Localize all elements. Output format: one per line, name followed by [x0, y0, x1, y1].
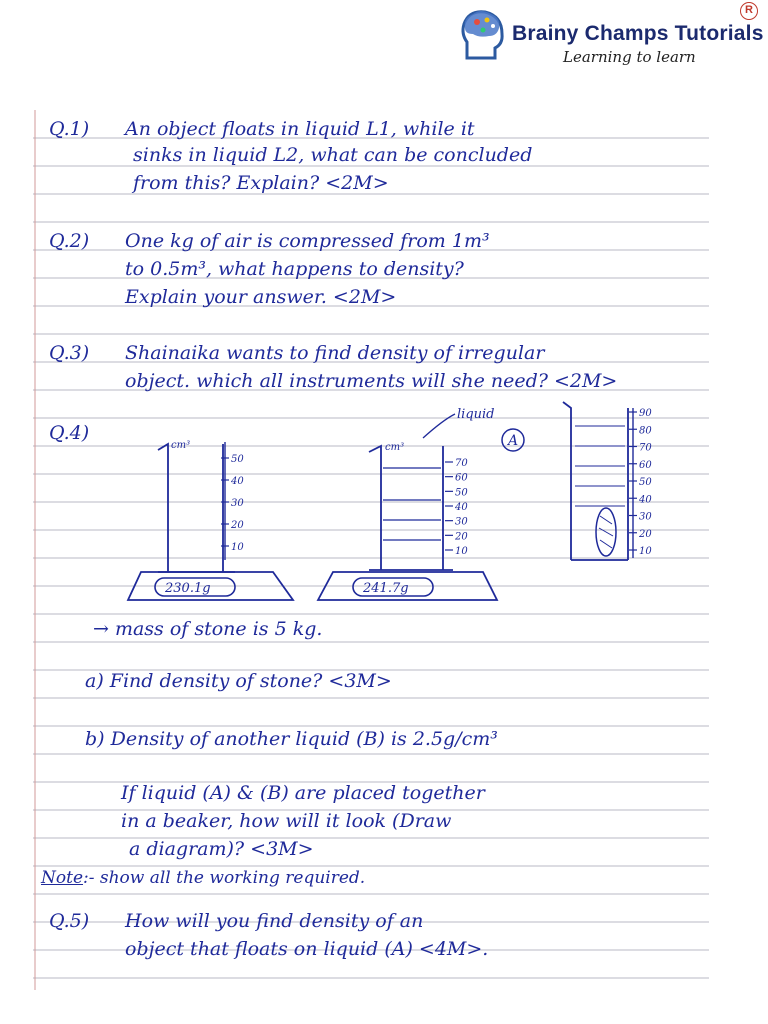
q2-line-1: One kg of air is compressed from 1m³: [125, 230, 490, 252]
cylinder3-tick-label: 60: [639, 459, 652, 471]
registered-mark: R: [740, 2, 758, 20]
q4-part-b: b) Density of another liquid (B) is 2.5g/cm³: [85, 728, 498, 750]
cylinder2-tick-label: 40: [455, 502, 468, 513]
q3-line-2: object. which all instruments will she need? <2M>: [125, 370, 618, 392]
q1-number: Q.1): [49, 118, 90, 140]
cylinder1-tick-label: 10: [231, 542, 244, 553]
q4-number: Q.4): [49, 422, 90, 444]
q1-line-2: sinks in liquid L2, what can be concluded: [133, 144, 533, 166]
q2-line-2: to 0.5m³, what happens to density?: [125, 258, 464, 280]
q1-line-1: An object floats in liquid L1, while it: [125, 118, 475, 140]
cylinder3-tick-label: 40: [639, 494, 652, 506]
measuring-cylinder-2: [369, 414, 455, 570]
q5-number: Q.5): [49, 910, 90, 932]
cylinder2-scale: [445, 458, 468, 557]
q4-diagram: [123, 400, 703, 615]
q1-line-3: from this? Explain? <2M>: [133, 172, 389, 194]
liquid-label: liquid: [457, 407, 495, 422]
q5-line-1: How will you find density of an: [125, 910, 424, 932]
q4-part-b-line-1: If liquid (A) & (B) are placed together: [121, 782, 485, 804]
q4-mass-line: → mass of stone is 5 kg.: [93, 618, 323, 640]
cylinder2-tick-label: 30: [455, 516, 468, 528]
cylinder3-tick-label: 50: [639, 477, 652, 488]
balance2-reading: 241.7g: [363, 581, 409, 596]
cylinder3-tick-label: 20: [639, 528, 652, 540]
cylinder1-tick-label: 50: [231, 454, 244, 465]
cylinder1-tick-label: 40: [231, 476, 244, 487]
cylinder3-tick-label: 70: [639, 442, 652, 454]
liquid-a-name: A: [508, 433, 519, 449]
cylinder1-tick-label: 30: [231, 498, 244, 509]
brand-name: Brainy Champs Tutorials: [512, 22, 764, 45]
balance1-reading: 230.1g: [165, 581, 211, 596]
q3-line-1: Shainaika wants to find density of irregular: [125, 342, 545, 364]
q4-part-b-line-2: in a beaker, how will it look (Draw: [121, 810, 452, 832]
cylinder3-tick-label: 90: [639, 408, 652, 419]
cylinder2-tick-label: 10: [455, 546, 468, 557]
cylinder3-tick-label: 10: [639, 546, 652, 557]
cylinder2-tick-label: 20: [455, 531, 468, 543]
cylinder2-tick-label: 50: [455, 487, 468, 499]
cylinder2-unit: cm³: [385, 442, 405, 453]
measuring-cylinder-1: [158, 442, 235, 572]
cylinder1-unit: cm³: [171, 440, 191, 451]
q3-number: Q.3): [49, 342, 90, 364]
q4-part-a: a) Find density of stone? <3M>: [85, 670, 392, 692]
cylinder1-tick-label: 20: [231, 520, 244, 531]
cylinder3-tick-label: 30: [639, 511, 652, 523]
cylinder2-tick-label: 60: [455, 472, 468, 484]
note-label: Note: [41, 868, 84, 888]
q2-number: Q.2): [49, 230, 90, 252]
brain-head-logo-icon: [455, 4, 511, 64]
note-text: :- show all the working required.: [83, 868, 366, 888]
q5-line-2: object that floats on liquid (A) <4M>.: [125, 938, 489, 960]
q4-part-b-line-3: a diagram)? <3M>: [129, 838, 314, 860]
brand-header: [0, 0, 768, 100]
q2-line-3: Explain your answer. <2M>: [125, 286, 397, 308]
worksheet-page: [33, 110, 709, 990]
cylinder2-tick-label: 70: [455, 458, 468, 469]
brand-tagline: Learning to learn: [563, 48, 696, 66]
measuring-cylinder-3: [563, 402, 633, 560]
cylinder3-tick-label: 80: [639, 425, 652, 437]
